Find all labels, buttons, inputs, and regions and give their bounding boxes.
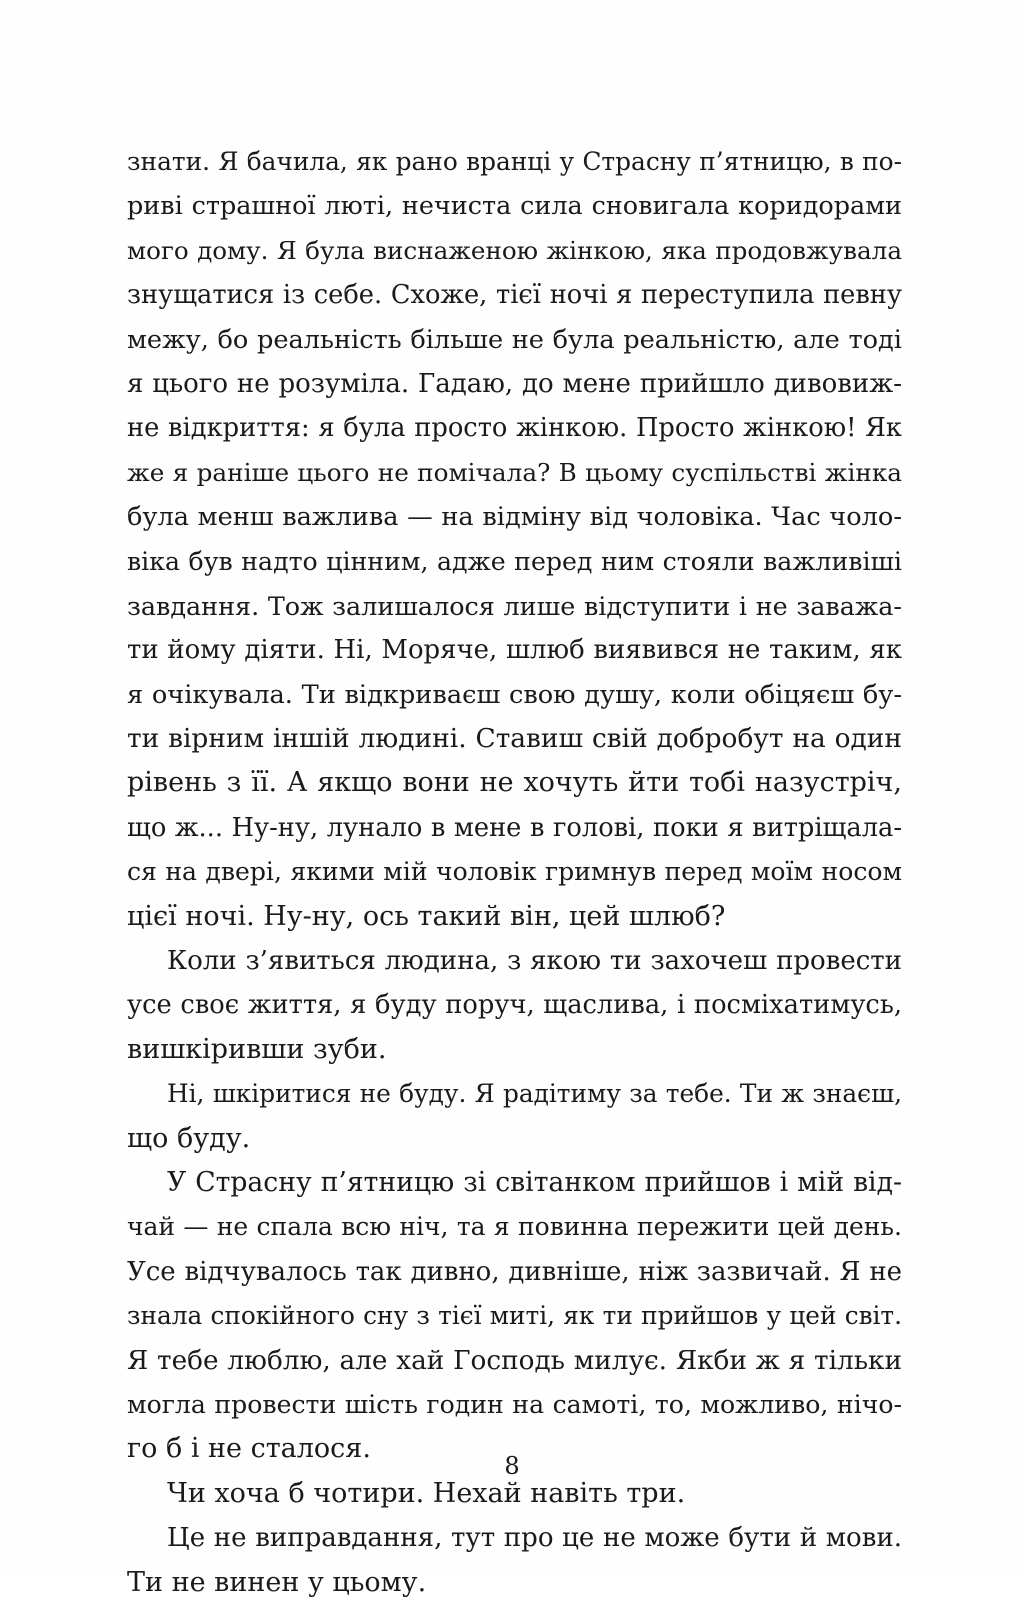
text-line: цієї ночі. Ну-ну, ось такий він, цей шлюб? (127, 900, 726, 932)
text-line: що буду. (127, 1122, 251, 1154)
text-line: мого дому. Я була виснаженою жінкою, яка продовжувала (127, 235, 902, 265)
page-number: 8 (504, 1452, 520, 1480)
text-line: не відкриття: я була просто жінкою. Просто жінкою! Як (127, 413, 902, 444)
text-line: віка був надто цінним, адже перед ним стояли важливіші (127, 546, 902, 576)
text-line: усе своє життя, я буду поруч, щаслива, і посміхатимусь, (127, 990, 902, 1021)
text-line: знати. Я бачила, як рано вранці у Страсну п’ятницю, в по- (127, 147, 902, 176)
body-text (127, 140, 902, 1605)
text-line: У Страсну п’ятницю зі світанком прийшов і мій від- (167, 1166, 902, 1198)
text-line: го б і не сталося. (127, 1433, 371, 1465)
text-line: же я раніше цього не помічала? В цьому суспільстві жінка (127, 457, 902, 487)
text-line: межу, бо реальність більше не була реальністю, але тоді (127, 324, 902, 355)
text-line: Коли з’явиться людина, з якою ти захочеш провести (167, 946, 902, 977)
text-line: Це не виправдання, тут про це не може бути й мови. (167, 1523, 902, 1554)
text-line: ти вірним іншій людині. Ставиш свій добробут на один (127, 723, 902, 755)
text-line: чай — не спала всю ніч, та я повинна пережити цей день. (127, 1212, 902, 1242)
text-line: ся на двері, якими мій чоловік гримнув перед моїм носом (127, 857, 902, 887)
text-line: риві страшної люті, нечиста сила сновигала коридорами (127, 191, 902, 222)
text-line: що ж... Ну-ну, лунало в мене в голові, поки я витріщала- (127, 812, 902, 843)
text-line: могла провести шість годин на самоті, то, можливо, нічо- (127, 1389, 902, 1419)
text-line: Усе відчувалось так дивно, дивніше, ніж зазвичай. Я не (127, 1256, 902, 1287)
text-line: Чи хоча б чотири. Нехай навіть три. (167, 1477, 686, 1509)
text-line: знала спокійного сну з тієї миті, як ти прийшов у цей світ. (127, 1301, 902, 1331)
text-line: я очікувала. Ти відкриваєш свою душу, коли обіцяєш бу- (127, 679, 902, 710)
text-line: вишкіривши зуби. (127, 1033, 387, 1065)
text-line: ти йому діяти. Ні, Моряче, шлюб виявився не таким, як (127, 635, 902, 666)
text-line: я цього не розуміла. Гадаю, до мене прийшло дивовиж- (127, 368, 902, 399)
text-line: Ні, шкіритися не буду. Я радітиму за тебе. Ти ж знаєш, (167, 1079, 902, 1109)
text-line: була менш важлива — на відміну від чоловіка. Час чоло- (127, 502, 902, 533)
text-line: Я тебе люблю, але хай Господь милує. Якби ж я тільки (127, 1345, 902, 1376)
text-line: Ти не винен у цьому. (127, 1566, 427, 1598)
text-line: знущатися із себе. Схоже, тієї ночі я переступила певну (127, 280, 902, 311)
text-line: завдання. Тож залишалося лише відступити і не заважа- (127, 590, 902, 621)
text-line: рівень з її. А якщо вони не хочуть йти тобі назустріч, (127, 767, 902, 799)
